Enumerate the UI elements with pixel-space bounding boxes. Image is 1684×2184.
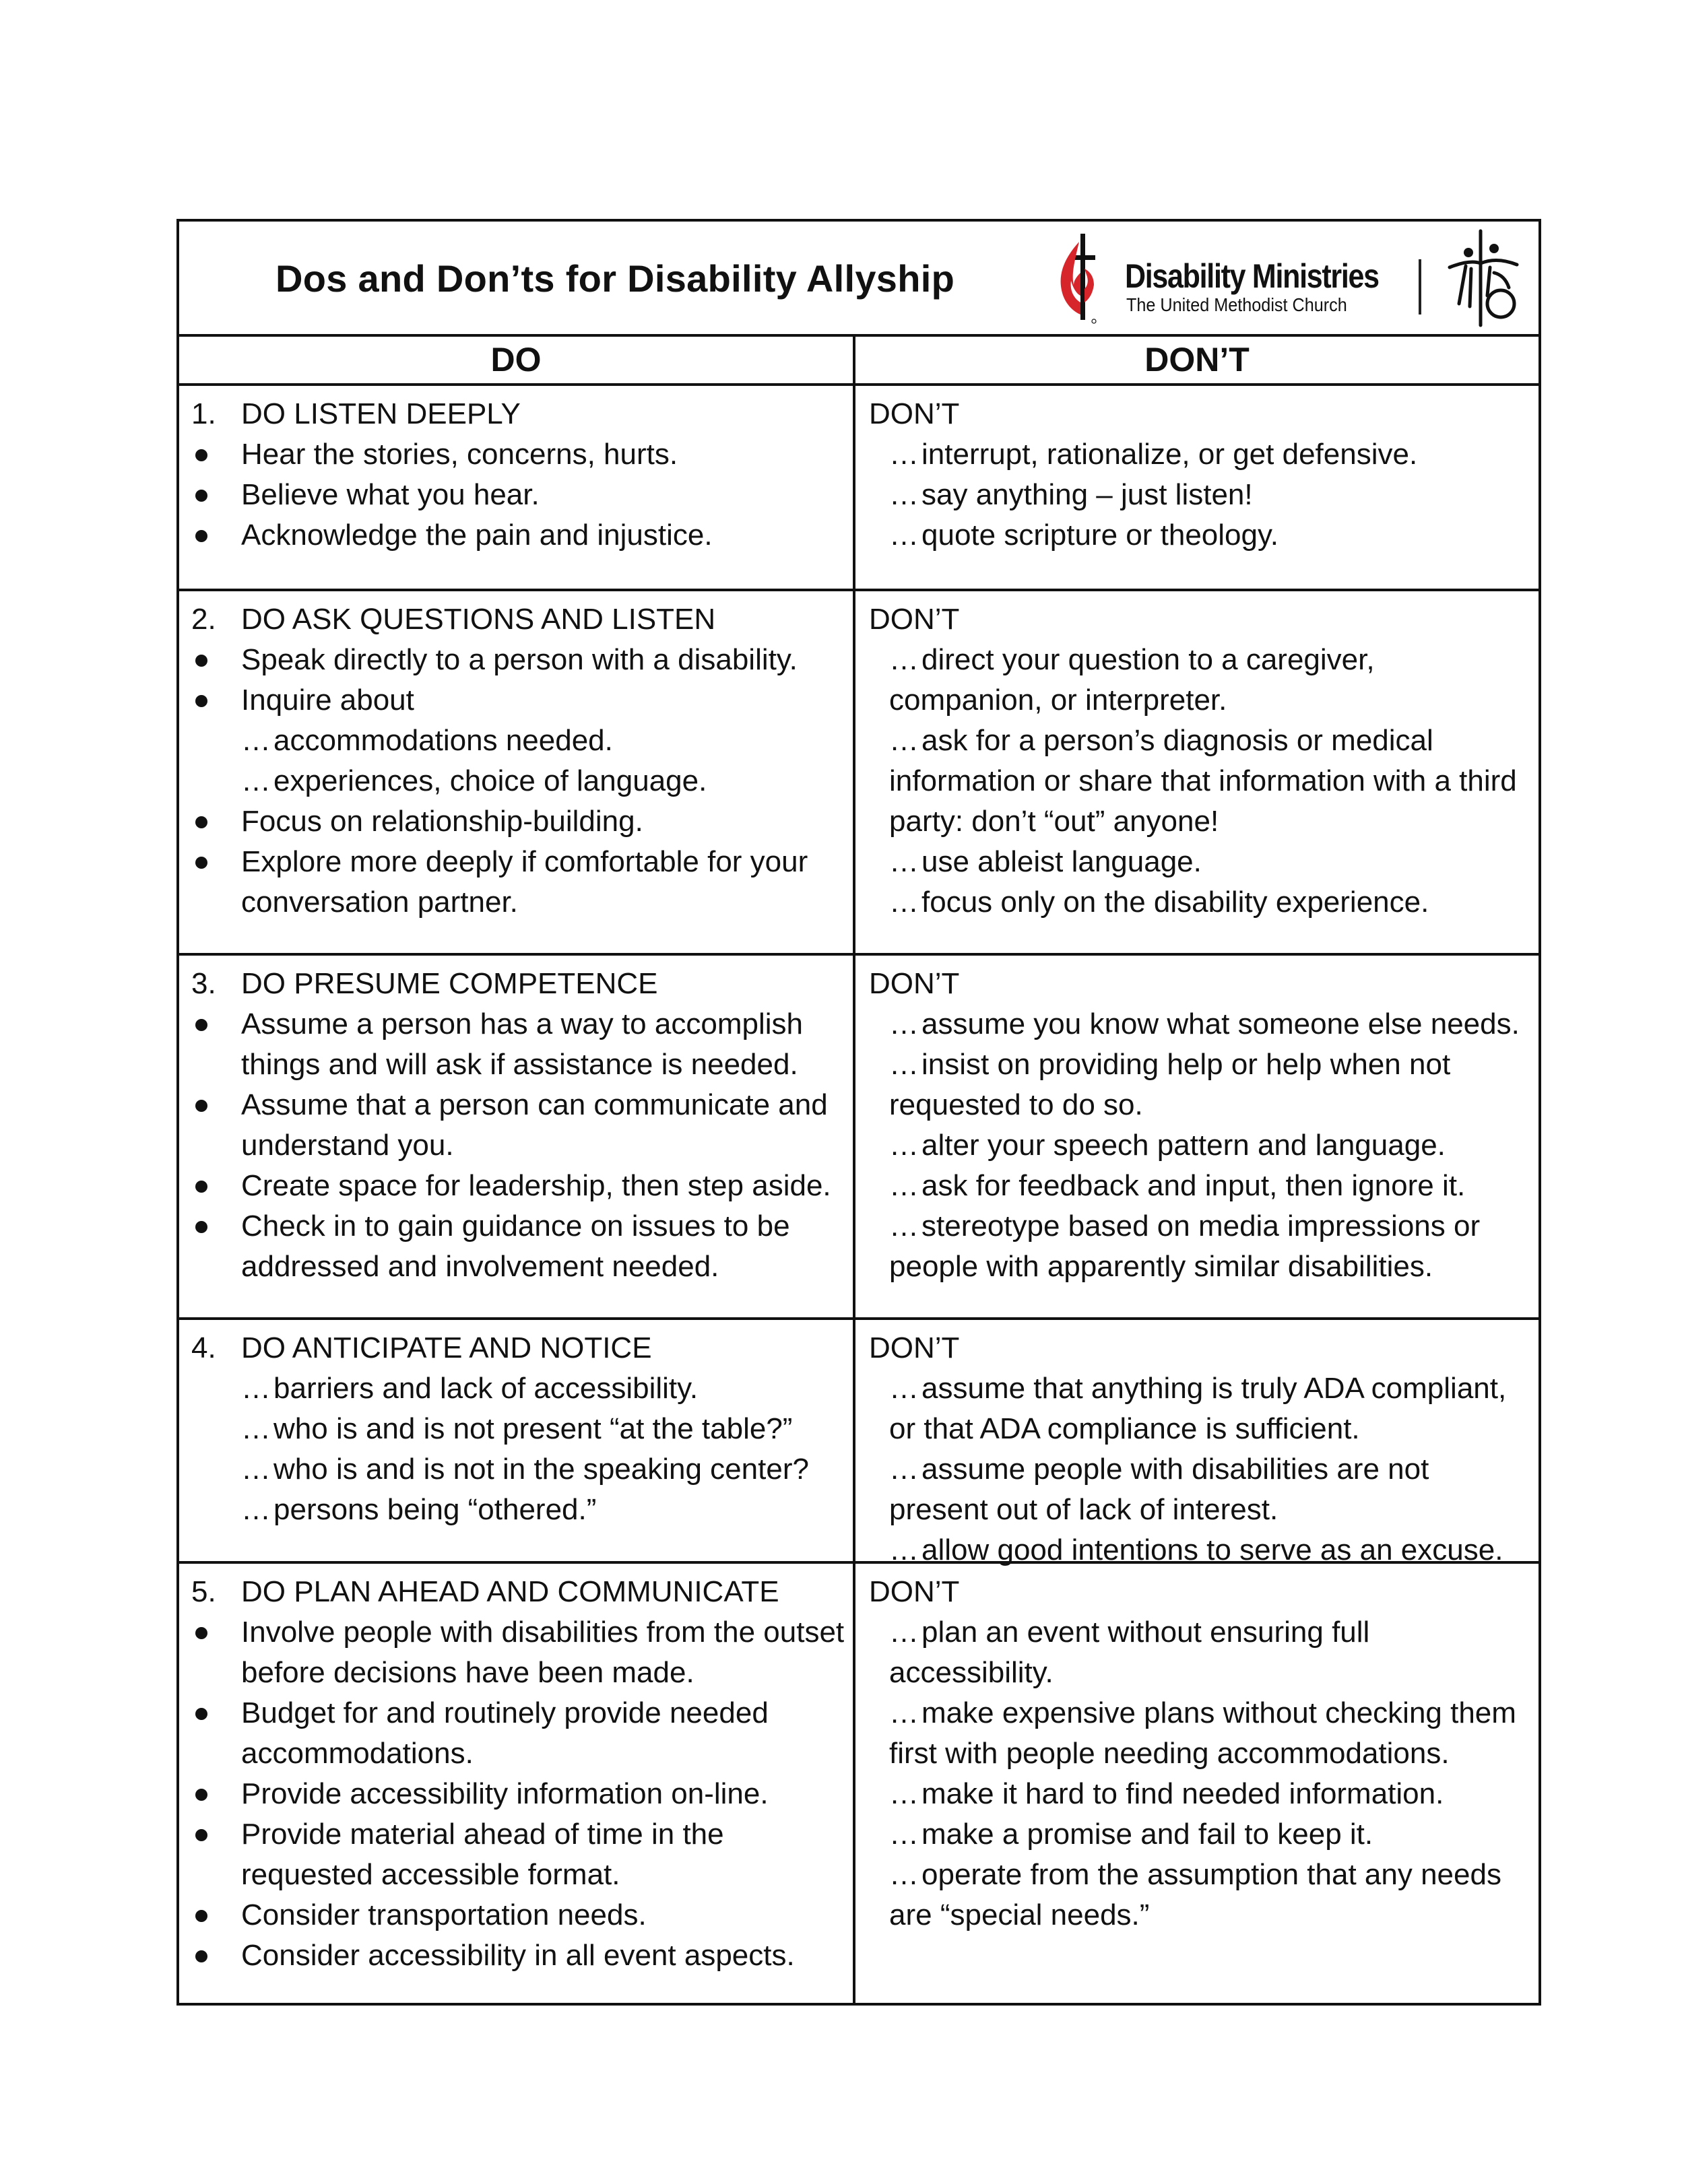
do-item: Hear the stories, concerns, hurts.: [191, 434, 845, 475]
dont-item: …make a promise and fail to keep it.: [889, 1818, 1373, 1851]
do-item: Explore more deeply if comfortable for your conversation partner.: [191, 842, 845, 923]
dont-cell: [869, 964, 1536, 1287]
dont-item: …quote scripture or theology.: [889, 519, 1278, 552]
ellipsis: …: [241, 1372, 271, 1405]
document-title: Dos and Don’ts for Disability Allyship: [276, 257, 955, 300]
do-subitem: …persons being “othered.”: [241, 1493, 597, 1526]
dont-item: …interrupt, rationalize, or get defensive.: [889, 438, 1418, 471]
do-item: Assume a person has a way to accomplish things and will ask if assistance is needed.: [191, 1004, 845, 1085]
logo-name: Disability Ministries: [1125, 257, 1379, 295]
do-item: Focus on relationship-building.: [191, 801, 845, 842]
do-column-header: DO: [490, 341, 542, 378]
ellipsis: …: [241, 1493, 271, 1526]
section-heading: [191, 394, 845, 434]
ellipsis: …: [889, 724, 919, 757]
disability-ministries-figure-icon: [1443, 228, 1522, 328]
dont-item: …focus only on the disability experience.: [889, 886, 1429, 919]
table-header: [179, 222, 1539, 337]
do-item: Inquire about: [191, 680, 845, 721]
ellipsis: …: [889, 478, 919, 511]
dont-heading: DON’T: [869, 603, 960, 636]
dont-item: …direct your question to a caregiver, companion, or interpreter.: [889, 643, 1375, 717]
section-title: DO ANTICIPATE AND NOTICE: [241, 1331, 652, 1364]
dont-item: …stereotype based on media impressions or people with apparently similar disabilities.: [889, 1210, 1481, 1283]
dont-item: …ask for a person’s diagnosis or medical information or share that information with a third party: don’t “out” anyone!: [889, 724, 1517, 838]
ellipsis: …: [889, 886, 919, 919]
section-heading: [191, 1328, 845, 1368]
dont-heading: DON’T: [869, 1331, 960, 1364]
dont-item: …assume people with disabilities are not present out of lack of interest.: [889, 1453, 1429, 1526]
ellipsis: …: [889, 1453, 919, 1486]
ellipsis: …: [889, 1372, 919, 1405]
section-number: 4.: [191, 1331, 216, 1364]
ellipsis: …: [889, 1858, 919, 1891]
logo-divider: [1419, 259, 1421, 315]
dont-item: …allow good intentions to serve as an excuse.: [889, 1533, 1503, 1566]
do-item: Create space for leadership, then step aside.: [191, 1166, 845, 1206]
do-item: Acknowledge the pain and injustice.: [191, 515, 845, 556]
do-item: Provide material ahead of time in the requested accessible format.: [191, 1814, 845, 1895]
section-number: 3.: [191, 967, 216, 1000]
do-item: Consider accessibility in all event aspects.: [191, 1935, 845, 1976]
do-item: Consider transportation needs.: [191, 1895, 845, 1935]
do-cell: [191, 964, 845, 1287]
dont-cell: [869, 1328, 1536, 1570]
section-title: DO PRESUME COMPETENCE: [241, 967, 658, 1000]
section-title: DO ASK QUESTIONS AND LISTEN: [241, 603, 716, 636]
do-subitem: …accommodations needed.: [241, 724, 613, 757]
ellipsis: …: [889, 438, 919, 471]
section-number: 1.: [191, 397, 216, 430]
do-subitem: …experiences, choice of language.: [241, 764, 707, 797]
do-item: Provide accessibility information on-line.: [191, 1774, 845, 1814]
do-subitem: …who is and is not in the speaking center?: [241, 1453, 809, 1486]
ellipsis: …: [889, 643, 919, 676]
dont-item: …assume that anything is truly ADA compliant, or that ADA compliance is sufficient.: [889, 1372, 1507, 1445]
do-cell: [191, 394, 845, 556]
ellipsis: …: [889, 1777, 919, 1810]
dont-item: …ask for feedback and input, then ignore it.: [889, 1169, 1466, 1202]
allyship-table: [176, 219, 1541, 2006]
table-row-4: [179, 1320, 1539, 1564]
dont-item: …alter your speech pattern and language.: [889, 1129, 1446, 1162]
do-subitem: …barriers and lack of accessibility.: [241, 1372, 699, 1405]
ellipsis: …: [889, 845, 919, 878]
ellipsis: …: [889, 1696, 919, 1729]
dont-heading: DON’T: [869, 1575, 960, 1608]
ellipsis: …: [241, 1453, 271, 1486]
do-cell: [191, 1572, 845, 1976]
ellipsis: …: [889, 1129, 919, 1162]
ellipsis: …: [889, 1007, 919, 1040]
dont-column-header: DON’T: [1144, 341, 1250, 378]
do-item: Budget for and routinely provide needed accommodations.: [191, 1693, 845, 1774]
do-item: Believe what you hear.: [191, 475, 845, 515]
disability-ministries-logo: [1054, 228, 1525, 329]
dont-heading: DON’T: [869, 397, 960, 430]
dont-item: …plan an event without ensuring full accessibility.: [889, 1616, 1370, 1689]
column-divider: [853, 337, 855, 2003]
ellipsis: …: [241, 724, 271, 757]
ellipsis: …: [241, 764, 271, 797]
ellipsis: …: [889, 1210, 919, 1243]
ellipsis: …: [889, 519, 919, 552]
section-number: 5.: [191, 1575, 216, 1608]
column-headers: [179, 337, 1539, 386]
dont-cell: [869, 1572, 1536, 1935]
section-heading: [191, 1572, 845, 1612]
do-item: Assume that a person can communicate and understand you.: [191, 1085, 845, 1166]
dont-item: …use ableist language.: [889, 845, 1202, 878]
dont-item: …say anything – just listen!: [889, 478, 1253, 511]
ellipsis: …: [241, 1412, 271, 1445]
dont-heading: DON’T: [869, 967, 960, 1000]
section-title: DO PLAN AHEAD AND COMMUNICATE: [241, 1575, 779, 1608]
table-row-1: [179, 386, 1539, 591]
do-item: Speak directly to a person with a disability.: [191, 640, 845, 680]
dont-item: …assume you know what someone else needs.: [889, 1007, 1520, 1040]
ellipsis: …: [889, 1169, 919, 1202]
do-item: Check in to gain guidance on issues to be addressed and involvement needed.: [191, 1206, 845, 1287]
cross-and-flame-icon: [1054, 232, 1110, 327]
section-number: 2.: [191, 603, 216, 636]
ellipsis: …: [889, 1616, 919, 1649]
do-item: Involve people with disabilities from the outset before decisions have been made.: [191, 1612, 845, 1693]
section-heading: [191, 599, 845, 640]
dont-item: …make it hard to find needed information.: [889, 1777, 1444, 1810]
do-cell: [191, 599, 845, 923]
ellipsis: …: [889, 1048, 919, 1081]
dont-item: …insist on providing help or help when not requested to do so.: [889, 1048, 1451, 1121]
logo-subtitle: The United Methodist Church: [1126, 294, 1347, 315]
table-row-2: [179, 591, 1539, 956]
dont-cell: [869, 394, 1536, 556]
dont-cell: [869, 599, 1536, 923]
section-title: DO LISTEN DEEPLY: [241, 397, 521, 430]
ellipsis: …: [889, 1818, 919, 1851]
table-row-5: [179, 1564, 1539, 2003]
dont-item: …operate from the assumption that any needs are “special needs.”: [889, 1858, 1501, 1931]
section-heading: [191, 964, 845, 1004]
table-row-3: [179, 956, 1539, 1320]
ellipsis: …: [889, 1533, 919, 1566]
do-subitem: …who is and is not present “at the table?”: [241, 1412, 793, 1445]
do-cell: [191, 1328, 845, 1530]
dont-item: …make expensive plans without checking them first with people needing accommodations.: [889, 1696, 1516, 1770]
